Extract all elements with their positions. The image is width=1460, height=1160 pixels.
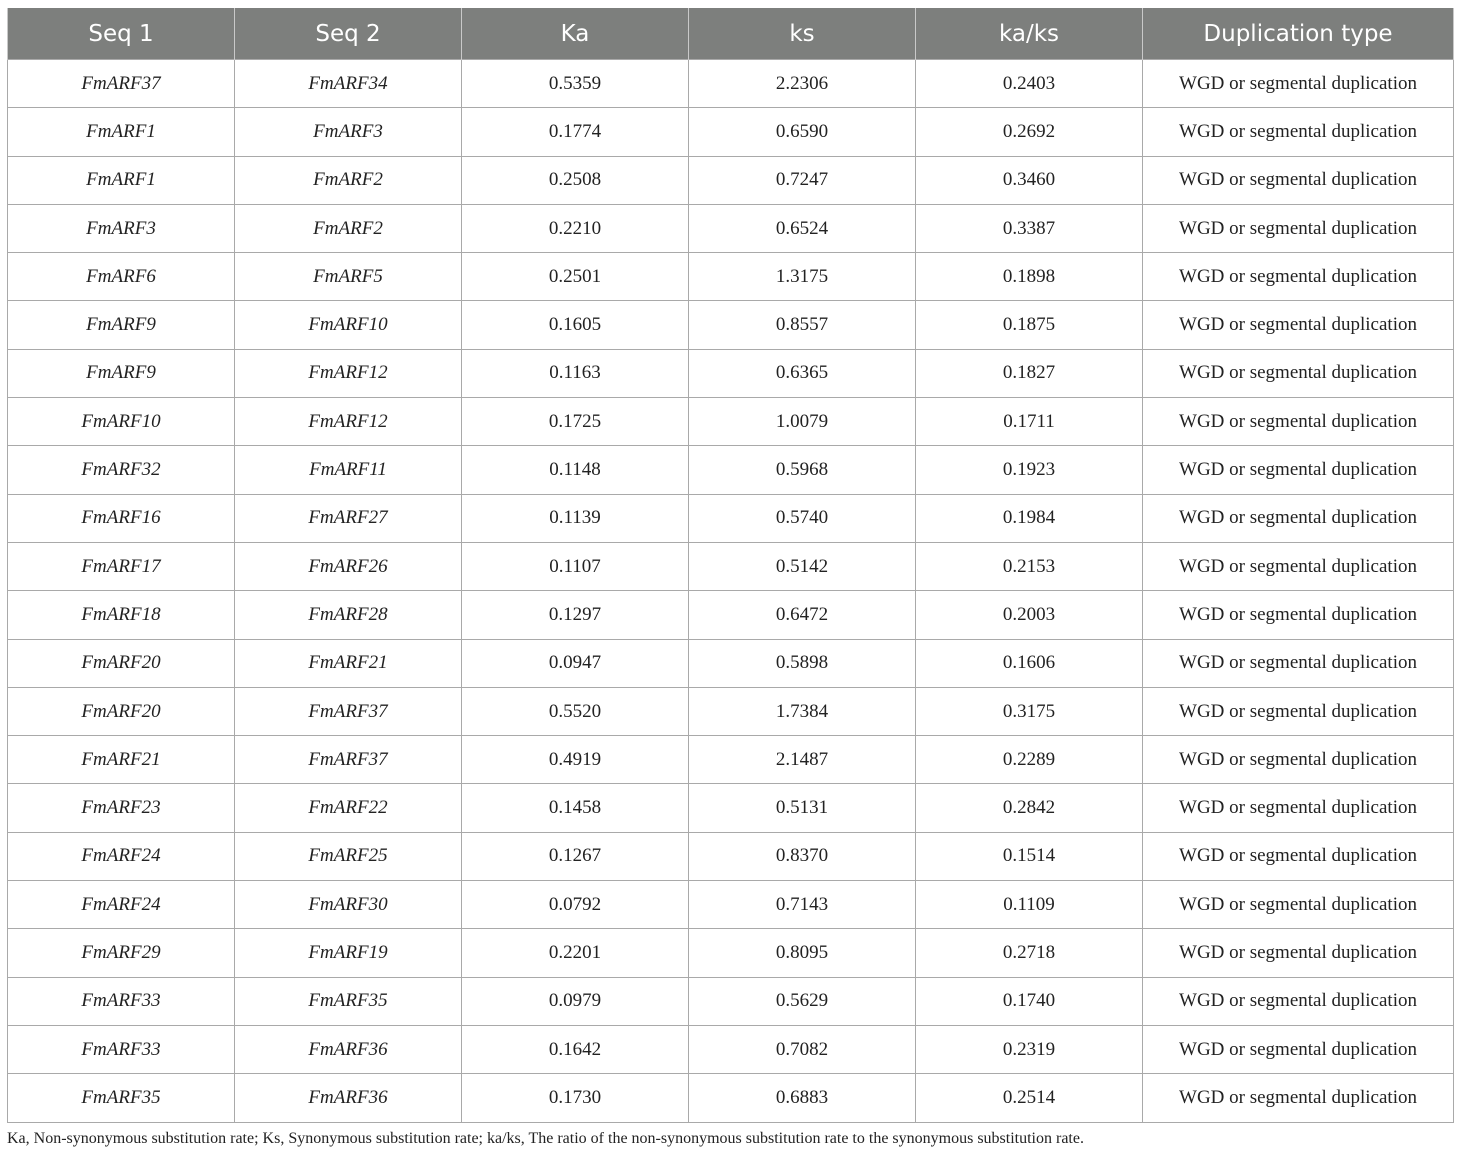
ks-cell: 2.2306	[689, 60, 916, 108]
duplication-type-cell: WGD or segmental duplication	[1143, 929, 1454, 977]
table-row	[8, 784, 1454, 832]
ks-cell: 0.5629	[689, 977, 916, 1025]
ka-ks-cell: 0.1740	[916, 977, 1143, 1025]
ka-ks-cell: 0.2514	[916, 1074, 1143, 1122]
seq1-cell: FmARF3	[8, 204, 235, 252]
duplication-type-cell: WGD or segmental duplication	[1143, 108, 1454, 156]
ks-cell: 0.5968	[689, 446, 916, 494]
ks-cell: 0.5131	[689, 784, 916, 832]
ka-cell: 0.1267	[462, 832, 689, 880]
ka-ks-cell: 0.1984	[916, 494, 1143, 542]
ka-cell: 0.5359	[462, 60, 689, 108]
ks-cell: 0.8370	[689, 832, 916, 880]
ks-cell: 1.7384	[689, 687, 916, 735]
ka-ks-cell: 0.1514	[916, 832, 1143, 880]
header-duplication-type: Duplication type	[1143, 8, 1454, 60]
ka-cell: 0.1730	[462, 1074, 689, 1122]
duplication-type-cell: WGD or segmental duplication	[1143, 977, 1454, 1025]
table-row	[8, 301, 1454, 349]
table-row	[8, 881, 1454, 929]
ks-cell: 1.3175	[689, 253, 916, 301]
seq1-cell: FmARF20	[8, 687, 235, 735]
ka-ks-cell: 0.2319	[916, 1025, 1143, 1073]
ks-cell: 0.8095	[689, 929, 916, 977]
ka-cell: 0.1458	[462, 784, 689, 832]
duplication-type-cell: WGD or segmental duplication	[1143, 784, 1454, 832]
seq2-cell: FmARF21	[235, 639, 462, 687]
seq1-cell: FmARF23	[8, 784, 235, 832]
seq2-cell: FmARF12	[235, 398, 462, 446]
ks-cell: 2.1487	[689, 736, 916, 784]
header-ka: Ka	[462, 8, 689, 60]
ks-cell: 0.6365	[689, 349, 916, 397]
seq1-cell: FmARF18	[8, 591, 235, 639]
ks-cell: 0.7247	[689, 156, 916, 204]
ka-ks-cell: 0.2003	[916, 591, 1143, 639]
duplication-type-cell: WGD or segmental duplication	[1143, 1074, 1454, 1122]
seq1-cell: FmARF9	[8, 349, 235, 397]
seq2-cell: FmARF36	[235, 1074, 462, 1122]
seq2-cell: FmARF27	[235, 494, 462, 542]
duplication-type-cell: WGD or segmental duplication	[1143, 446, 1454, 494]
ks-cell: 0.5740	[689, 494, 916, 542]
table-body	[8, 60, 1454, 1123]
header-row	[8, 8, 1454, 60]
ka-ks-cell: 0.2289	[916, 736, 1143, 784]
seq2-cell: FmARF25	[235, 832, 462, 880]
duplication-type-cell: WGD or segmental duplication	[1143, 542, 1454, 590]
seq2-cell: FmARF19	[235, 929, 462, 977]
table-row	[8, 60, 1454, 108]
table-row	[8, 687, 1454, 735]
seq2-cell: FmARF11	[235, 446, 462, 494]
seq1-cell: FmARF21	[8, 736, 235, 784]
ka-ks-cell: 0.2403	[916, 60, 1143, 108]
seq1-cell: FmARF24	[8, 832, 235, 880]
table-row	[8, 591, 1454, 639]
table-row	[8, 639, 1454, 687]
seq1-cell: FmARF9	[8, 301, 235, 349]
ka-cell: 0.0979	[462, 977, 689, 1025]
ks-cell: 0.7143	[689, 881, 916, 929]
duplication-type-cell: WGD or segmental duplication	[1143, 832, 1454, 880]
table-container	[7, 8, 1453, 1123]
ks-cell: 0.6883	[689, 1074, 916, 1122]
seq1-cell: FmARF33	[8, 977, 235, 1025]
duplication-type-cell: WGD or segmental duplication	[1143, 494, 1454, 542]
duplication-type-cell: WGD or segmental duplication	[1143, 204, 1454, 252]
table-row	[8, 446, 1454, 494]
duplication-type-cell: WGD or segmental duplication	[1143, 301, 1454, 349]
duplication-type-cell: WGD or segmental duplication	[1143, 881, 1454, 929]
seq1-cell: FmARF32	[8, 446, 235, 494]
seq1-cell: FmARF24	[8, 881, 235, 929]
duplication-type-cell: WGD or segmental duplication	[1143, 736, 1454, 784]
seq2-cell: FmARF2	[235, 156, 462, 204]
seq1-cell: FmARF10	[8, 398, 235, 446]
seq2-cell: FmARF10	[235, 301, 462, 349]
table-row	[8, 542, 1454, 590]
header-ks: ks	[689, 8, 916, 60]
seq1-cell: FmARF33	[8, 1025, 235, 1073]
header-ka-ks: ka/ks	[916, 8, 1143, 60]
ka-cell: 0.1774	[462, 108, 689, 156]
ka-ks-cell: 0.3387	[916, 204, 1143, 252]
seq2-cell: FmARF30	[235, 881, 462, 929]
duplication-type-cell: WGD or segmental duplication	[1143, 639, 1454, 687]
table-row	[8, 832, 1454, 880]
ka-ks-cell: 0.1711	[916, 398, 1143, 446]
table-header	[8, 8, 1454, 60]
table-row	[8, 156, 1454, 204]
table-row	[8, 494, 1454, 542]
ka-cell: 0.2501	[462, 253, 689, 301]
ka-cell: 0.1605	[462, 301, 689, 349]
seq2-cell: FmARF37	[235, 736, 462, 784]
ks-cell: 0.7082	[689, 1025, 916, 1073]
ka-ks-cell: 0.1606	[916, 639, 1143, 687]
ka-cell: 0.0947	[462, 639, 689, 687]
table-row	[8, 1074, 1454, 1122]
table-row	[8, 204, 1454, 252]
ks-cell: 0.5898	[689, 639, 916, 687]
duplication-type-cell: WGD or segmental duplication	[1143, 156, 1454, 204]
seq2-cell: FmARF3	[235, 108, 462, 156]
table-row	[8, 736, 1454, 784]
seq2-cell: FmARF37	[235, 687, 462, 735]
ka-ks-cell: 0.1827	[916, 349, 1143, 397]
table-footnote: Ka, Non-synonymous substitution rate; Ks, Synonymous substitution rate; ka/ks, The ratio of the non-synonymous substitution rate to the synonymous substitution rate.	[7, 1130, 1084, 1147]
seq2-cell: FmARF26	[235, 542, 462, 590]
seq2-cell: FmARF34	[235, 60, 462, 108]
duplication-type-cell: WGD or segmental duplication	[1143, 591, 1454, 639]
ka-ks-cell: 0.1109	[916, 881, 1143, 929]
seq1-cell: FmARF37	[8, 60, 235, 108]
ka-ks-table	[7, 8, 1454, 1123]
ks-cell: 0.8557	[689, 301, 916, 349]
ka-cell: 0.1148	[462, 446, 689, 494]
seq2-cell: FmARF5	[235, 253, 462, 301]
ks-cell: 0.6472	[689, 591, 916, 639]
header-seq2: Seq 2	[235, 8, 462, 60]
duplication-type-cell: WGD or segmental duplication	[1143, 1025, 1454, 1073]
ks-cell: 1.0079	[689, 398, 916, 446]
ka-cell: 0.0792	[462, 881, 689, 929]
duplication-type-cell: WGD or segmental duplication	[1143, 398, 1454, 446]
seq1-cell: FmARF17	[8, 542, 235, 590]
ka-ks-cell: 0.3460	[916, 156, 1143, 204]
table-row	[8, 929, 1454, 977]
ka-cell: 0.1139	[462, 494, 689, 542]
ka-cell: 0.5520	[462, 687, 689, 735]
ka-ks-cell: 0.2842	[916, 784, 1143, 832]
seq1-cell: FmARF6	[8, 253, 235, 301]
seq1-cell: FmARF1	[8, 108, 235, 156]
ka-ks-cell: 0.1923	[916, 446, 1143, 494]
ka-ks-cell: 0.2718	[916, 929, 1143, 977]
table-row	[8, 108, 1454, 156]
seq2-cell: FmARF28	[235, 591, 462, 639]
ka-ks-cell: 0.3175	[916, 687, 1143, 735]
duplication-type-cell: WGD or segmental duplication	[1143, 60, 1454, 108]
ka-cell: 0.1163	[462, 349, 689, 397]
duplication-type-cell: WGD or segmental duplication	[1143, 687, 1454, 735]
ka-ks-cell: 0.1875	[916, 301, 1143, 349]
ka-cell: 0.2508	[462, 156, 689, 204]
duplication-type-cell: WGD or segmental duplication	[1143, 349, 1454, 397]
ka-cell: 0.4919	[462, 736, 689, 784]
header-seq1: Seq 1	[8, 8, 235, 60]
seq1-cell: FmARF16	[8, 494, 235, 542]
ka-ks-cell: 0.2692	[916, 108, 1143, 156]
table-row	[8, 1025, 1454, 1073]
ka-ks-cell: 0.2153	[916, 542, 1143, 590]
seq2-cell: FmARF22	[235, 784, 462, 832]
table-row	[8, 349, 1454, 397]
ka-cell: 0.1107	[462, 542, 689, 590]
ka-ks-cell: 0.1898	[916, 253, 1143, 301]
table-row	[8, 253, 1454, 301]
ks-cell: 0.5142	[689, 542, 916, 590]
ks-cell: 0.6524	[689, 204, 916, 252]
ks-cell: 0.6590	[689, 108, 916, 156]
seq1-cell: FmARF35	[8, 1074, 235, 1122]
seq2-cell: FmARF2	[235, 204, 462, 252]
seq2-cell: FmARF12	[235, 349, 462, 397]
duplication-type-cell: WGD or segmental duplication	[1143, 253, 1454, 301]
ka-cell: 0.2210	[462, 204, 689, 252]
ka-cell: 0.1297	[462, 591, 689, 639]
seq2-cell: FmARF36	[235, 1025, 462, 1073]
seq1-cell: FmARF20	[8, 639, 235, 687]
table-row	[8, 398, 1454, 446]
seq2-cell: FmARF35	[235, 977, 462, 1025]
table-row	[8, 977, 1454, 1025]
seq1-cell: FmARF1	[8, 156, 235, 204]
ka-cell: 0.2201	[462, 929, 689, 977]
seq1-cell: FmARF29	[8, 929, 235, 977]
ka-cell: 0.1642	[462, 1025, 689, 1073]
ka-cell: 0.1725	[462, 398, 689, 446]
